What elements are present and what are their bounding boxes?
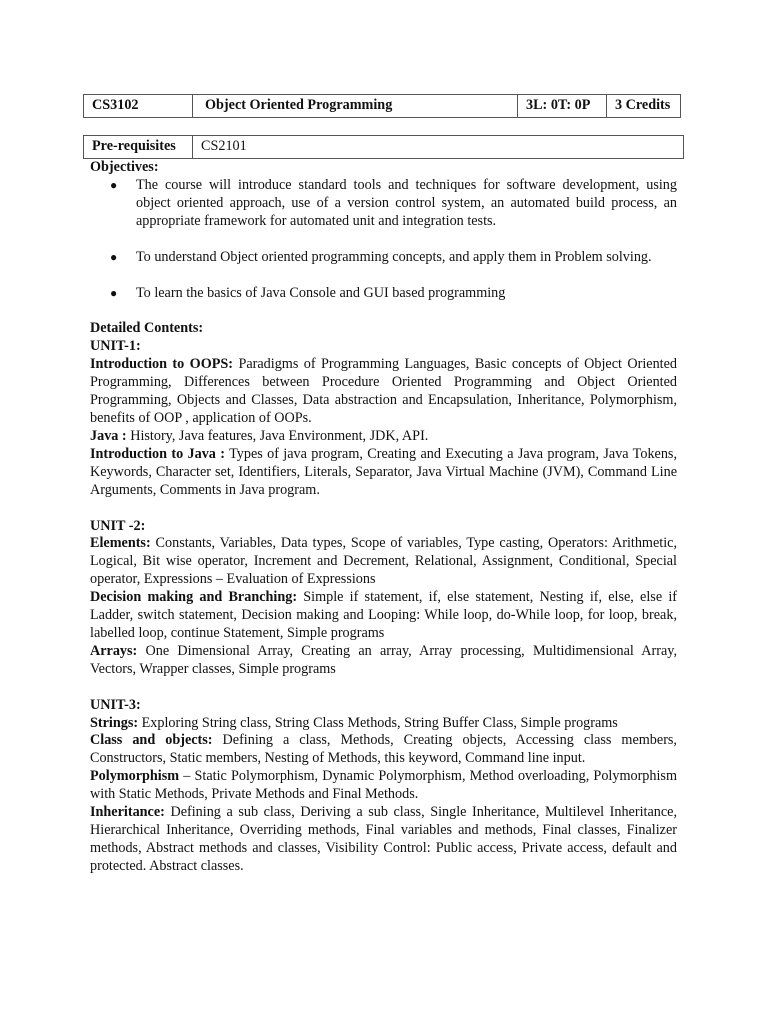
unit-1-paragraph: [90, 428, 677, 446]
topic-body: Defining a class, Methods, Creating objects, Accessing class members, Constructors, Static members, Nesting of Methods, this keyword, Command line input.: [90, 732, 677, 767]
unit-3-paragraph: [90, 804, 677, 876]
objectives-heading: Objectives:: [90, 159, 159, 175]
prerequisites-label: Pre-requisites: [84, 136, 193, 159]
objective-item: [90, 177, 677, 231]
topic-heading: Arrays:: [90, 642, 138, 659]
document-body: [90, 159, 677, 876]
objective-text: To understand Object oriented programming concepts, and apply them in Problem solving.: [136, 248, 652, 265]
course-title: Object Oriented Programming: [193, 95, 518, 118]
course-code: CS3102: [84, 95, 193, 118]
objectives-list: [90, 177, 677, 303]
objective-item: [90, 249, 677, 267]
course-header-row: [84, 95, 681, 118]
objective-text: To learn the basics of Java Console and GUI based programming: [136, 284, 506, 301]
objective-item: [90, 285, 677, 303]
bullet-icon: ●: [110, 249, 118, 264]
unit-2-paragraph: [90, 643, 677, 679]
detailed-contents-heading: Detailed Contents:: [90, 320, 204, 337]
topic-body: Types of java program, Creating and Executing a Java program, Java Tokens, Keywords, Character set, Identifiers, Literals, Separator, Java Virtual Machine (JVM), Command Line Arguments, Comments in Java program.: [90, 445, 678, 498]
bullet-icon: ●: [110, 285, 118, 300]
unit-3-paragraph: [90, 715, 677, 733]
topic-heading: Introduction to OOPS:: [90, 356, 234, 373]
topic-heading: Introduction to Java :: [90, 445, 225, 462]
topic-body: Constants, Variables, Data types, Scope of variables, Type casting, Operators: Arithmetic, Logical, Bit wise operator, Increment and Decrement, Relational, Assignment, Conditional, Special operator, Expressions – Evaluation of Expressions: [90, 535, 677, 588]
topic-heading: Decision making and Branching:: [90, 589, 298, 606]
unit-3-paragraph: [90, 768, 677, 804]
topic-body: – Static Polymorphism, Dynamic Polymorphism, Method overloading, Polymorphism with Static Methods, Private Methods and Final Methods.: [90, 768, 677, 803]
topic-body: Simple if statement, if, else statement, Nesting if, else, else if Ladder, switch statement, Decision making and Looping: While loop, do-While loop, for loop, break, labelled loop, continue Statement, Simple programs: [90, 589, 677, 641]
topic-body: Paradigms of Programming Languages, Basic concepts of Object Oriented Programming, Differences between Procedure Oriented Programming and Object Oriented Programming, Objects and Classes, Data abstraction and Encapsulation, Inheritance, Polymorphism, benefits of OOP , application of OOPs.: [90, 356, 678, 426]
topic-heading: Class and objects:: [90, 732, 213, 749]
topic-heading: Elements:: [90, 535, 151, 552]
prerequisites-row: [84, 136, 684, 159]
unit-2-paragraph: [90, 535, 677, 589]
objective-text: The course will introduce standard tools and techniques for software development, using object oriented approach, use of a version control system, an automated build process, an appropriate framework for automated unit and integration tests.: [136, 176, 677, 229]
topic-heading: Polymorphism: [90, 768, 180, 785]
topic-heading: Java :: [90, 427, 127, 444]
course-ltp: 3L: 0T: 0P: [518, 95, 607, 118]
unit-1-title: UNIT-1:: [90, 338, 141, 355]
course-header-table: [83, 94, 681, 118]
topic-body: Exploring String class, String Class Methods, String Buffer Class, Simple programs: [138, 714, 618, 731]
topic-heading: Inheritance:: [90, 804, 165, 821]
prerequisites-value: CS2101: [193, 136, 684, 159]
unit-3-paragraph: [90, 732, 677, 768]
topic-body: Defining a sub class, Deriving a sub class, Single Inheritance, Multilevel Inheritance, Hierarchical Inheritance, Overriding methods, Final variables and methods, Final classes, Finalizer methods, Abstract methods and classes, Visibility Control: Public access, Private access, default and protected. Abstract classes.: [90, 804, 677, 874]
topic-heading: Strings:: [90, 714, 139, 731]
unit-1-paragraph: [90, 446, 677, 500]
unit-1-paragraph: [90, 356, 677, 428]
unit-2-title: UNIT -2:: [90, 517, 146, 534]
prerequisites-table: [83, 135, 684, 159]
course-credits: 3 Credits: [607, 95, 681, 118]
topic-body: One Dimensional Array, Creating an array, Array processing, Multidimensional Array, Vectors, Wrapper classes, Simple programs: [90, 642, 677, 677]
topic-body: History, Java features, Java Environment, JDK, API.: [126, 427, 429, 444]
bullet-icon: ●: [110, 177, 118, 192]
unit-2-paragraph: [90, 589, 677, 643]
unit-3-title: UNIT-3:: [90, 696, 141, 713]
